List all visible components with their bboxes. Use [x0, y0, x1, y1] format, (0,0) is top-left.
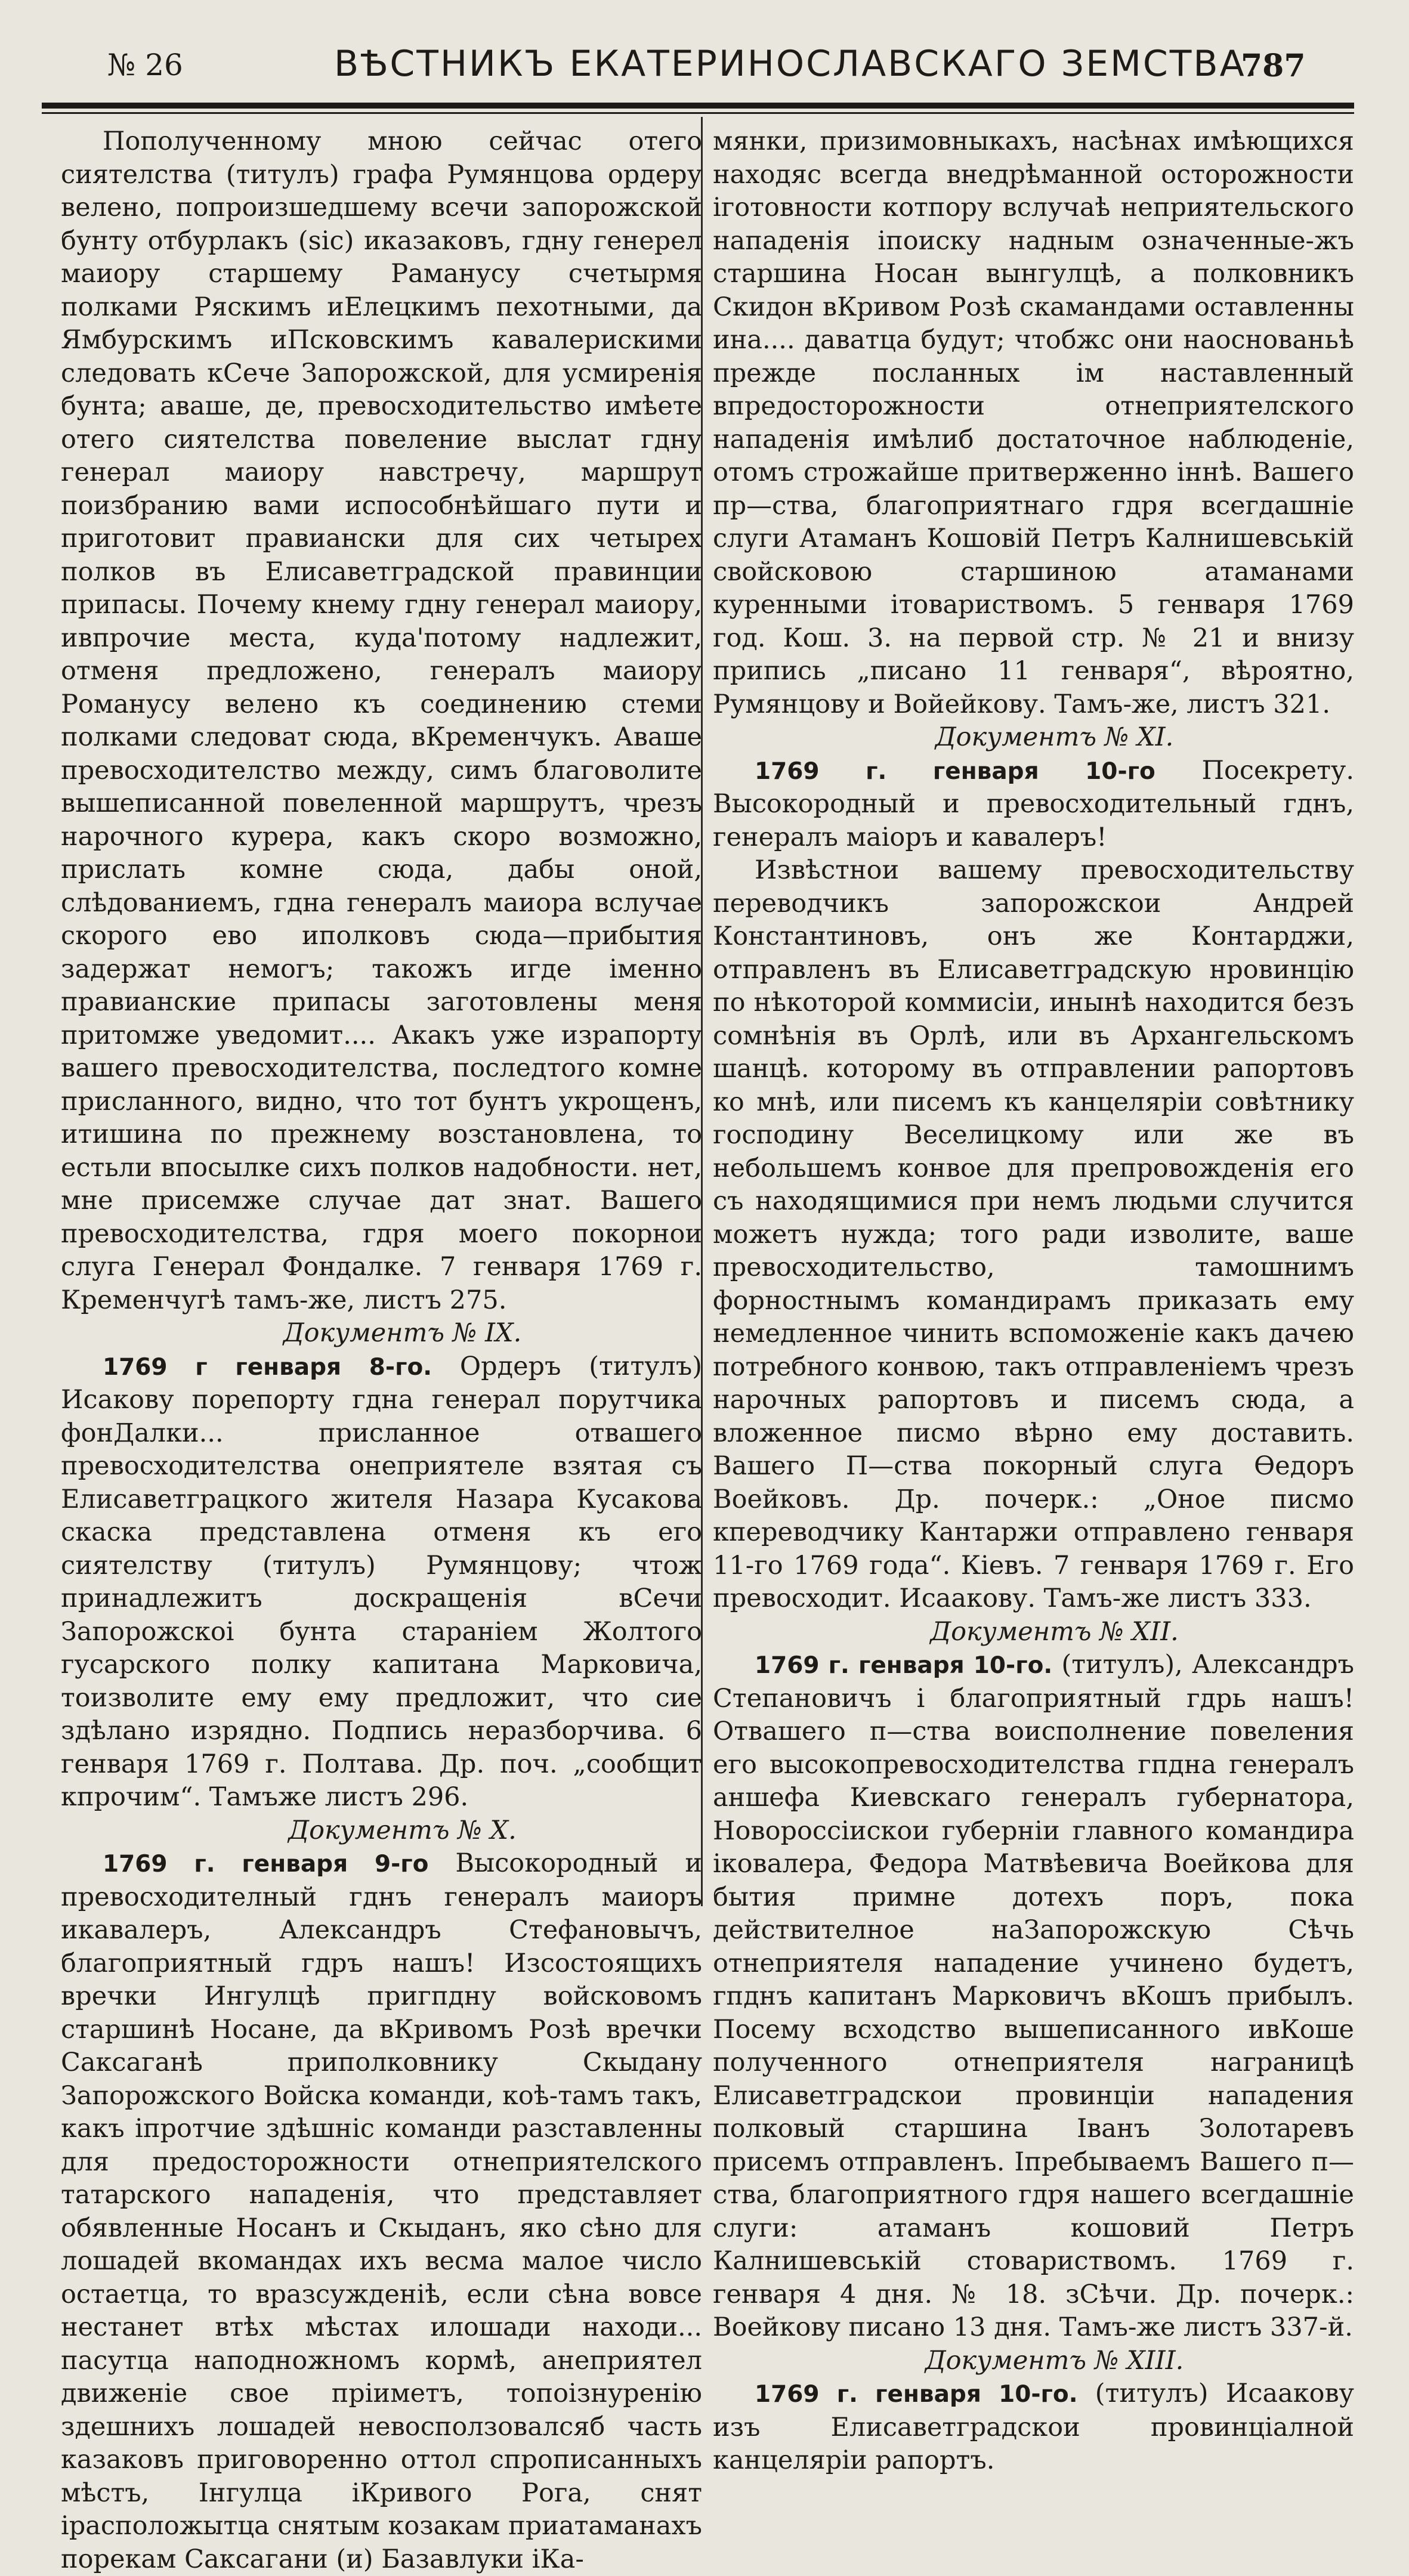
document-date: 1769 г. генваря 10-го	[755, 757, 1155, 785]
header-rule-thick	[42, 103, 1354, 109]
document-date: 1769 г. генваря 10-го.	[755, 1652, 1053, 1679]
document-text: (титулъ) Исаакову изъ Елисаветградскои провинціалной канцеляріи рапортъ.	[713, 2379, 1354, 2475]
paragraph-continued: мянки, призимовныкахъ, насѣнах имѣющихся находяс всегда внедрѣманной осторожности іготовности котпору вслучаѣ неприятельского нападенія іпоиску надным означенные-жъ старшина Носан вынгулцѣ, а полковникъ Скидон вКривом Розѣ скамандами оставленны ина.... даватца будут; чтобжс они наоснованьѣ прежде посланных ім наставленный впредосторожности отнеприятелского нападенія имѣлиб достаточное наблюденіе, отомъ строжайше притверженно іннѣ. Вашего пр—ства, благоприятнаго гдря всегдашніе слуги Атаманъ Кошовій Петръ Калнишевській свойсковою старшиною атаманами куренными ітовариствомъ. 5 генваря 1769 год. Кош. 3. на первой стр. № 21 и внизу припись „писано 11 генваря“, вѣроятно, Румянцову и Войейкову. Тамъ-же, листъ 321.	[713, 126, 1354, 719]
journal-title: ВѢСТНИКЪ ЕКАТЕРИНОСЛАВСКАГО ЗЕМСТВА.	[334, 43, 1259, 85]
document-text: Ордеръ (титулъ) Исакову порепорту гдна генерал порутчика фонДалки... присланное отвашего превосходителства онеприятеле взятая съ Елисаветграцкого жителя Назара Кусакова скаска представлена отменя къ его сиятелству (титулъ) Румянцову; чтож принадлежитъ доскращенія вСечи Запорожскоі бунта стараніем Жолтого гусарского полку капитана Марковича, тоизволите ему ему предложит, что сие здѣлано изрядно. Подпись неразборчива. 6 генваря 1769 г. Полтава. Др. поч. „сообщит кпрочим“. Тамъже листъ 296.	[61, 1351, 702, 1812]
document-date: 1769 г. генваря 10-го.	[755, 2381, 1078, 2408]
document-xiii-body	[713, 2377, 1354, 2478]
paragraph: Пополученному мною сейчас отего сиятелства (титулъ) графа Румянцова ордеру велено, попроизшедшему всечи запорожской бунту отбурлакъ (sic) иказаковъ, гдну генерел маиору старшему Раманусу счетырмя полками Ряскимъ иЕлецкимъ пехотными, да Ямбурскимъ иПсковскимъ кавалерискими следовать кСече Запорожской, для усмиренія бунта; аваше, де, превосходительство имѣете отего сиятелства повеление выслат гдну генерал маиору навстречу, маршрут поизбранию вами испособнѣйшаго пути и приготовит правиански для сих четырех полков въ Елисаветградской правинции припасы. Почему кнему гдну генерал маиору, ивпрочие места, куда'потому надлежит, отменя предложено, генералъ маиору Романусу велено къ соединению стеми полками следоват сюда, вКременчукъ. Аваше превосходителство между, симъ благоволите вышеписанной повеленной маршрутъ, чрезъ нарочного курера, какъ скоро возможно, прислать комне сюда, дабы оной, слѣдованиемъ, гдна генералъ маиора вслучае скорого ево иполковъ сюда—прибытия задержат немогъ; такожъ игде іменно правианские припасы заготовлены меня притомже уведомит.... Акакъ уже израпорту вашего превосходителства, последтого комне присланного, видно, что тот бунтъ укрощенъ, итишина по прежнему возстановлена, то естьли впосылке сихъ полков надобности. нет, мне присемже случае дат знат. Вашего превосходителства, гдря моего покорнои слуга Генерал Фондалке. 7 генваря 1769 г. Кременчугѣ тамъ-же, листъ 275.	[61, 126, 702, 1315]
issue-number: № 26	[107, 48, 183, 82]
header-rule-thin	[42, 112, 1354, 114]
document-heading-xii: Документъ № XII.	[930, 1616, 1179, 1647]
left-column	[61, 125, 702, 2574]
page-header	[42, 33, 1354, 99]
document-text: Высокородный и превосходителный гднъ генералъ маиоръ икавалеръ, Александръ Стефановычъ, благоприятный гдръ нашъ! Изсостоящихъ вречки Ингулцѣ пригпдну войсковомъ старшинѣ Носане, да вКривомъ Розѣ вречки Саксаганѣ приполковнику Скыдану Запорожского Войска команди, коѣ-тамъ такъ, какъ іпротчие здѣшніс команди разставленны для предосторожности отнеприятелского татарского нападенія, что представляет обявленные Носанъ и Скыданъ, яко сѣно для лошадей вкомандах ихъ весма малое число остаетца, то вразсужденіѣ, если сѣна вовсе нестанет втѣх мѣстах илошади находи... пасутца наподножномъ кормѣ, анеприятел движеніе свое пріиметъ, топоізнуренію здешнихъ лошадей невосползовалсяб часть казаковъ приговоренно оттол спрописанныхъ мѣстъ, Інгулца іКривого Рога, снят ірасположытца снятым козакам приатаманахъ порекам Саксагани (и) Базавлуки іКа-	[61, 1848, 702, 2574]
document-x-body	[61, 1847, 702, 2576]
right-column	[713, 125, 1354, 2475]
document-date: 1769 г. генваря 9-го	[103, 1851, 429, 1878]
page-number: 787	[1241, 48, 1306, 84]
document-heading-ix: Документъ № IX.	[283, 1318, 522, 1348]
document-text: Посекрету. Высокородный и превосходительный гднъ, генералъ маіоръ и кавалеръ!	[713, 755, 1354, 852]
document-heading-xi: Документъ № XI.	[935, 722, 1174, 752]
document-heading-xiii: Документъ № XIII.	[925, 2345, 1184, 2376]
document-text: (титулъ), Александръ Степановичъ і благоприятный гдрь нашъ! Отвашего п—ства воисполнение повеления его высокопревосходителства гпдна генералъ аншефа Киевскаго генералъ губернатора, Новороссіискои губерніи главного командира іковалера, Федора Матвѣевича Воейкова для бытия примне дотехъ поръ, пока действителное наЗапорожскую Сѣчь отнеприятеля нападение учинено будетъ, гпднъ капитанъ Марковичъ вКошъ прибылъ. Посему всходство вышеписанного ивКоше полученного отнеприятеля награницѣ Елисаветградскои провинціи нападения полковый старшина Іванъ Золотаревъ присемъ отправленъ. Іпребываемъ Вашего п—ства, благоприятного гдря нашего всегдашніе слуги: атаманъ кошовий Петръ Калнишевській стовариствомъ. 1769 г. генваря 4 дня. № 18. зСѣчи. Др. почерк.: Воейкову писано 13 дня. Тамъ-же листъ 337-й.	[713, 1650, 1354, 2342]
document-ix-body	[61, 1350, 702, 1814]
document-xi-body	[713, 754, 1354, 855]
paragraph: Извѣстнои вашему превосходительству переводчикъ запорожскои Андрей Константиновъ, онъ же Контарджи, отправленъ въ Елисаветградскую нровинцію по нѣкоторой коммисіи, инынѣ находится безъ сомнѣнія въ Орлѣ, или въ Архангельскомъ шанцѣ. которому въ отправлении рапортовъ ко мнѣ, или писемъ къ канцеляріи совѣтнику господину Веселицкому или же въ небольшемъ конвое для препровожденія его съ находящимися при немъ людьми случится можетъ нужда; того ради изволите, ваше превосходительство, тамошнимъ форностнымъ командирамъ приказать ему немедленное чинить вспоможеніе какъ дачею потребного конвою, такъ отправленіемъ чрезъ нарочных рапортовъ и писемъ сюда, а вложенное писмо вѣрно ему доставить. Вашего П—ства покорный слуга Ѳедоръ Воейковъ. Др. почерк.: „Оное писмо кпереводчику Кантаржи отправлено генваря 11-го 1769 года“. Кіевъ. 7 генваря 1769 г. Его превосходит. Исаакову. Тамъ-же листъ 333.	[713, 855, 1354, 1613]
document-date: 1769 г генваря 8-го.	[103, 1353, 432, 1381]
document-xii-body	[713, 1649, 1354, 2345]
document-heading-x: Документъ № X.	[288, 1815, 517, 1845]
